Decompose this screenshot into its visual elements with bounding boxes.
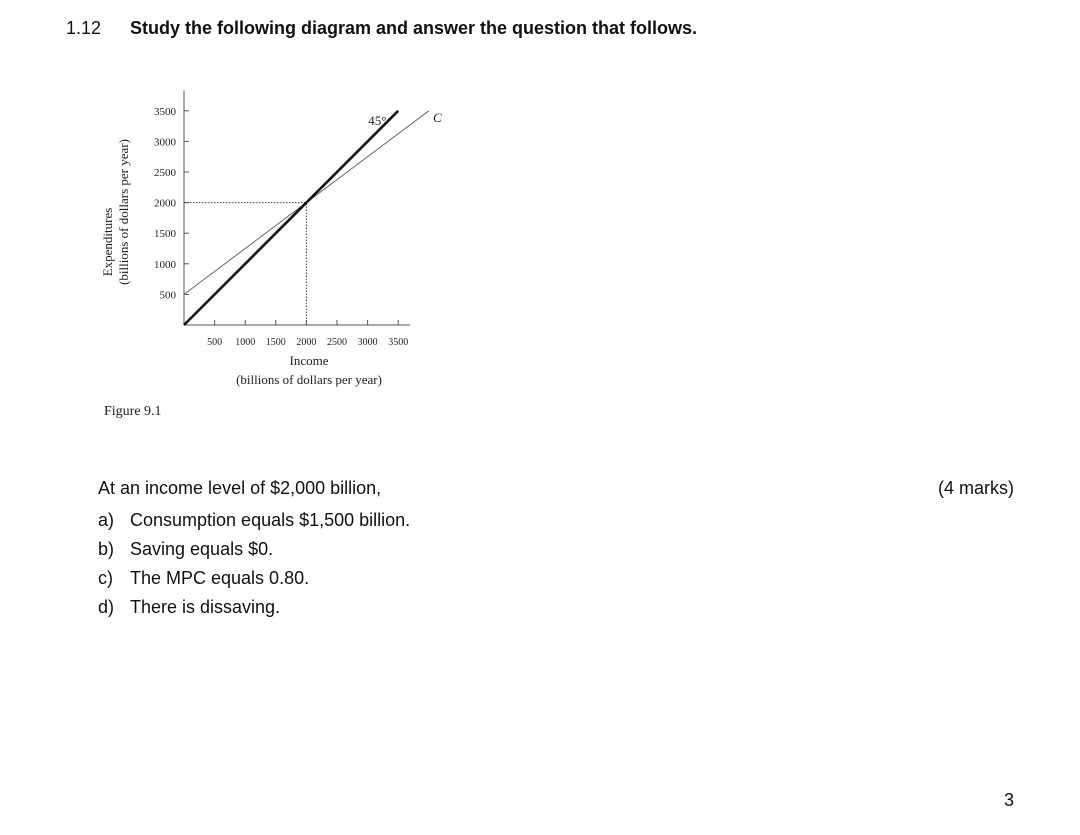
y-tick-label: 1500 [154, 228, 176, 241]
option-text: The MPC equals 0.80. [130, 568, 310, 588]
option-letter: a) [98, 510, 115, 530]
y-axis-sublabel: (billions of dollars per year) [116, 139, 131, 285]
series-label-45: 45° [368, 112, 387, 128]
option-letter: c) [98, 568, 113, 588]
y-tick-label: 2500 [154, 167, 176, 179]
y-tick-label: 3500 [154, 105, 176, 118]
series-label-c: C [433, 110, 442, 125]
x-axis-label: Income [289, 353, 329, 368]
option-b[interactable] [98, 535, 410, 564]
option-text: Saving equals $0. [130, 539, 274, 559]
question-stem: At an income level of $2,000 billion, [98, 478, 382, 498]
x-tick-label: 2500 [327, 337, 347, 348]
option-d[interactable] [98, 593, 410, 622]
option-letter: b) [98, 539, 115, 559]
x-tick-label: 1500 [265, 337, 286, 348]
y-axis-label: Expenditures [100, 207, 115, 277]
option-letter: d) [98, 597, 115, 617]
option-text: Consumption equals $1,500 billion. [130, 510, 411, 530]
forty-five-degree-line [184, 111, 398, 325]
marks-label: (4 marks) [938, 478, 1014, 498]
answer-options [98, 506, 410, 622]
option-a[interactable] [98, 506, 410, 535]
figure-9-1 [96, 82, 456, 412]
x-tick-label: 1000 [235, 337, 256, 348]
y-tick-label: 1000 [154, 258, 176, 271]
y-tick-label: 3000 [154, 136, 176, 149]
question-number: 1.12 [66, 18, 102, 38]
x-tick-label: 3500 [388, 337, 409, 348]
y-tick-label: 500 [159, 289, 176, 302]
option-text: There is dissaving. [130, 597, 281, 617]
page-number: 3 [1003, 790, 1014, 810]
x-tick-label: 3000 [357, 337, 378, 348]
figure-caption: Figure 9.1 [104, 404, 162, 419]
consumption-chart [96, 82, 456, 412]
question-instruction: Study the following diagram and answer the question that follows. [130, 18, 698, 38]
x-tick-label: 2000 [296, 337, 317, 348]
x-tick-label: 500 [207, 337, 223, 348]
x-axis-sublabel: (billions of dollars per year) [236, 372, 382, 387]
option-c[interactable] [98, 564, 410, 593]
y-tick-label: 2000 [154, 197, 176, 210]
